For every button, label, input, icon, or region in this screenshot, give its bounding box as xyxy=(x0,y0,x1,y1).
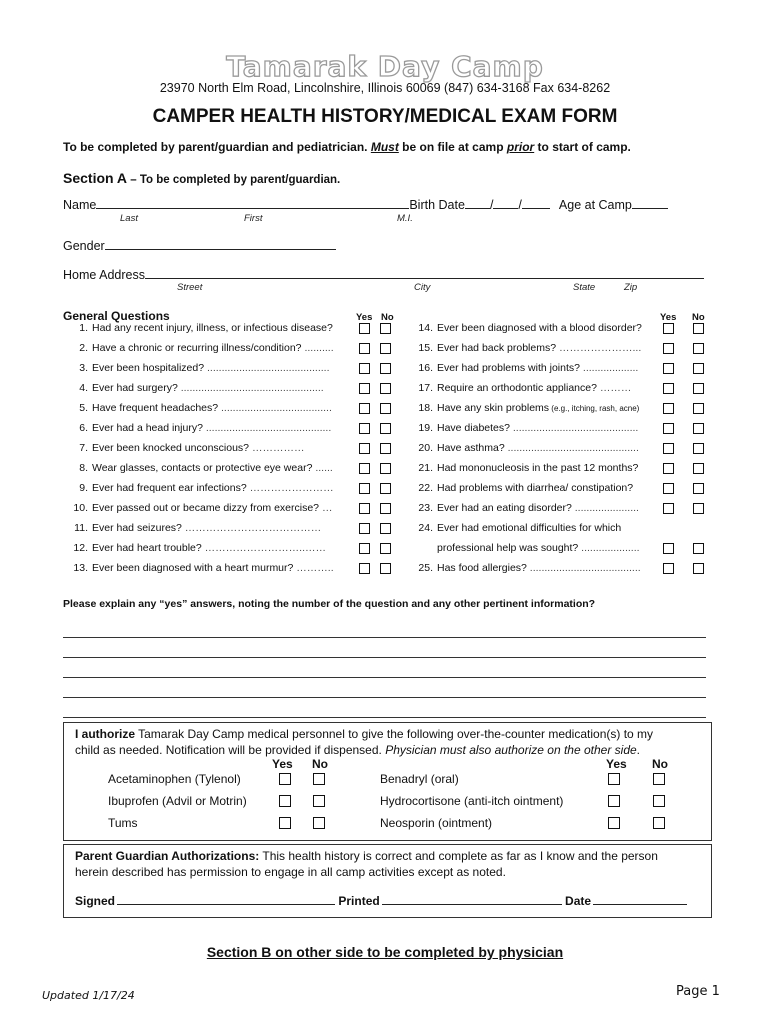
medication-yes-checkbox[interactable] xyxy=(279,795,291,807)
medication-yes-checkbox[interactable] xyxy=(279,817,291,829)
question-row xyxy=(63,382,324,394)
section-a-title: Section A xyxy=(63,170,128,186)
home-address-label: Home Address xyxy=(63,268,145,282)
question-number: 13. xyxy=(73,562,88,574)
question-text: Ever been knocked unconscious? xyxy=(92,442,250,454)
question-dots: .......... xyxy=(301,342,334,354)
question-dots: … xyxy=(319,502,333,514)
question-dots: ........................................... xyxy=(202,422,332,434)
instr-prior: prior xyxy=(506,140,535,154)
form-instructions xyxy=(63,140,631,154)
parent-text-1: This health history is correct and complete as far as I know and the person xyxy=(259,849,658,863)
question-number: 24. xyxy=(418,522,433,534)
question-number: 18. xyxy=(418,402,433,414)
question-text: Ever had back problems? xyxy=(437,342,557,354)
question-no-checkbox[interactable] xyxy=(380,343,391,354)
question-number: 12. xyxy=(73,542,88,554)
question-row xyxy=(411,462,638,474)
question-text: Ever had frequent ear infections? xyxy=(92,482,247,494)
age-label: Age at Camp xyxy=(558,198,632,212)
date-label: Date xyxy=(565,894,592,908)
zip-sublabel: Zip xyxy=(624,282,638,293)
medication-yes-checkbox[interactable] xyxy=(608,817,620,829)
birth-sep-1: / xyxy=(489,198,494,212)
camp-address: 23970 North Elm Road, Lincolnshire, Illinois 60069 (847) 634-3168 Fax 634-8262 xyxy=(159,81,611,95)
instr-text-3: to start of camp. xyxy=(534,140,631,154)
question-yes-checkbox[interactable] xyxy=(359,443,370,454)
medication-label: Benadryl (oral) xyxy=(380,772,459,786)
explain-line-5[interactable] xyxy=(63,717,706,718)
name-label: Name xyxy=(63,198,97,212)
birth-date-label: Birth Date xyxy=(409,198,465,212)
parent-bold: Parent Guardian Authorizations: xyxy=(75,849,260,863)
medication-authorization-text xyxy=(75,726,705,758)
birth-month-field[interactable] xyxy=(465,197,490,209)
question-number: 22. xyxy=(418,482,433,494)
question-number: 25. xyxy=(418,562,433,574)
question-row xyxy=(63,522,321,534)
question-row xyxy=(411,362,638,374)
authorize-period: . xyxy=(636,743,641,757)
question-number: 15. xyxy=(418,342,433,354)
mi-sublabel: M.I. xyxy=(397,213,413,224)
age-field[interactable] xyxy=(632,197,668,209)
address-row xyxy=(63,267,704,282)
question-text: Have asthma? xyxy=(437,442,505,454)
question-yes-checkbox[interactable] xyxy=(359,483,370,494)
question-no-checkbox[interactable] xyxy=(693,383,704,394)
birth-sep-2: / xyxy=(518,198,522,212)
question-no-checkbox[interactable] xyxy=(380,383,391,394)
question-row xyxy=(63,322,333,334)
question-dots: …………… xyxy=(249,442,305,454)
med-left-no-header: No xyxy=(312,757,328,771)
left-no-header: No xyxy=(381,312,394,323)
parent-authorization-text xyxy=(75,848,705,880)
med-right-yes-header: Yes xyxy=(606,757,627,771)
question-yes-checkbox[interactable] xyxy=(663,463,674,474)
question-no-checkbox[interactable] xyxy=(693,463,704,474)
medication-label: Acetaminophen (Tylenol) xyxy=(108,772,241,786)
question-row xyxy=(63,482,334,494)
question-text: Ever had seizures? xyxy=(92,522,182,534)
question-number: 5. xyxy=(79,402,88,414)
question-no-checkbox[interactable] xyxy=(693,443,704,454)
question-number: 16. xyxy=(418,362,433,374)
question-yes-checkbox[interactable] xyxy=(663,323,674,334)
question-dots: ………………………..…… xyxy=(201,542,327,554)
question-no-checkbox[interactable] xyxy=(380,503,391,514)
question-no-checkbox[interactable] xyxy=(380,443,391,454)
date-field[interactable] xyxy=(593,893,687,905)
medication-no-checkbox[interactable] xyxy=(313,795,325,807)
medication-no-checkbox[interactable] xyxy=(313,773,325,785)
authorize-italic: Physician must also authorize on the other side xyxy=(385,743,637,757)
street-sublabel: Street xyxy=(177,282,203,293)
gender-field[interactable] xyxy=(105,238,336,250)
question-dots: ……… xyxy=(596,382,632,394)
question-number: 9. xyxy=(79,482,88,494)
question-no-checkbox[interactable] xyxy=(693,543,704,554)
question-yes-checkbox[interactable] xyxy=(359,463,370,474)
question-text: Had mononucleosis in the past 12 months? xyxy=(437,462,639,474)
question-no-checkbox[interactable] xyxy=(380,403,391,414)
question-dots: ................... xyxy=(580,362,639,374)
question-number: 14. xyxy=(418,322,433,334)
question-no-checkbox[interactable] xyxy=(693,423,704,434)
question-row xyxy=(411,402,639,414)
section-a-heading xyxy=(63,170,340,186)
updated-date: Updated 1/17/24 xyxy=(42,989,135,1002)
question-no-checkbox[interactable] xyxy=(380,523,391,534)
question-number: 6. xyxy=(79,422,88,434)
signed-label: Signed xyxy=(75,894,116,908)
question-text: professional help was sought? xyxy=(437,542,579,554)
question-text: Had any recent injury, illness, or infectious disease? xyxy=(92,322,333,334)
question-text: Require an orthodontic appliance? xyxy=(437,382,597,394)
question-row xyxy=(63,442,304,454)
name-field[interactable] xyxy=(96,197,409,209)
printed-field[interactable] xyxy=(382,893,562,905)
question-no-checkbox[interactable] xyxy=(693,563,704,574)
question-text: Wear glasses, contacts or protective eye wear? xyxy=(92,462,313,474)
question-dots: .................... xyxy=(578,542,640,554)
question-text: Ever passed out or became dizzy from exercise? xyxy=(92,502,320,514)
question-row xyxy=(63,462,333,474)
question-text: Ever been hospitalized? xyxy=(92,362,205,374)
question-yes-checkbox[interactable] xyxy=(663,483,674,494)
question-row xyxy=(411,482,633,494)
med-left-yes-header: Yes xyxy=(272,757,293,771)
question-dots: ………………………………… xyxy=(181,522,322,534)
question-number: 10. xyxy=(73,502,88,514)
question-text: Ever had surgery? xyxy=(92,382,178,394)
medication-no-checkbox[interactable] xyxy=(653,817,665,829)
question-text: Ever been diagnosed with a blood disorder? xyxy=(437,322,642,334)
question-text: Ever had problems with joints? xyxy=(437,362,580,374)
question-no-checkbox[interactable] xyxy=(380,463,391,474)
question-dots: ................................................. xyxy=(177,382,324,394)
signed-field[interactable] xyxy=(117,893,335,905)
medication-no-checkbox[interactable] xyxy=(313,817,325,829)
signature-row xyxy=(75,893,687,908)
medication-yes-checkbox[interactable] xyxy=(608,773,620,785)
question-dots: …………………... xyxy=(556,342,642,354)
home-address-field[interactable] xyxy=(145,267,704,279)
question-number: 20. xyxy=(418,442,433,454)
birth-day-field[interactable] xyxy=(493,197,518,209)
question-text: Have diabetes? xyxy=(437,422,510,434)
question-text: Has food allergies? xyxy=(437,562,527,574)
question-no-checkbox[interactable] xyxy=(380,483,391,494)
question-yes-checkbox[interactable] xyxy=(359,403,370,414)
question-no-checkbox[interactable] xyxy=(693,363,704,374)
question-yes-checkbox[interactable] xyxy=(359,563,370,574)
page-number: Page 1 xyxy=(676,984,720,999)
medication-no-checkbox[interactable] xyxy=(653,795,665,807)
explain-line-1[interactable] xyxy=(63,637,706,638)
question-yes-checkbox[interactable] xyxy=(359,503,370,514)
question-yes-checkbox[interactable] xyxy=(663,503,674,514)
question-row xyxy=(411,382,631,394)
question-yes-checkbox[interactable] xyxy=(663,423,674,434)
authorize-text-1: Tamarak Day Camp medical personnel to give the following over-the-counter medication(s) to my xyxy=(135,727,654,741)
question-dots: ...................... xyxy=(571,502,639,514)
state-sublabel: State xyxy=(573,282,596,293)
question-dots: ............................................. xyxy=(504,442,639,454)
question-row xyxy=(411,502,639,514)
medication-label: Neosporin (ointment) xyxy=(380,816,493,830)
question-row xyxy=(411,322,642,334)
question-text: Have a chronic or recurring illness/condition? xyxy=(92,342,302,354)
question-no-checkbox[interactable] xyxy=(693,323,704,334)
question-example: (e.g., itching, rash, acne) xyxy=(549,404,640,413)
form-title: CAMPER HEALTH HISTORY/MEDICAL EXAM FORM xyxy=(152,106,618,127)
question-yes-checkbox[interactable] xyxy=(663,383,674,394)
explain-line-2[interactable] xyxy=(63,657,706,658)
gender-row xyxy=(63,238,336,253)
question-text: Ever had heart trouble? xyxy=(92,542,202,554)
question-dots: ...................................... xyxy=(526,562,641,574)
instr-must: Must xyxy=(370,140,399,154)
first-sublabel: First xyxy=(244,213,263,224)
question-number: 8. xyxy=(79,462,88,474)
question-no-checkbox[interactable] xyxy=(380,563,391,574)
question-row xyxy=(411,522,621,534)
left-yes-header: Yes xyxy=(356,312,373,323)
question-yes-checkbox[interactable] xyxy=(359,383,370,394)
question-dots: ........................................... xyxy=(509,422,639,434)
medication-label: Tums xyxy=(108,816,138,830)
authorize-text-2: child as needed. Notification will be provided if dispensed. xyxy=(75,743,386,757)
question-dots: ...... xyxy=(312,462,333,474)
question-number: 4. xyxy=(79,382,88,394)
question-yes-checkbox[interactable] xyxy=(359,423,370,434)
question-row xyxy=(63,422,331,434)
question-number: 19. xyxy=(418,422,433,434)
section-b-note: Section B on other side to be completed by physician xyxy=(206,944,564,960)
question-number: 2. xyxy=(79,342,88,354)
medication-label: Ibuprofen (Advil or Motrin) xyxy=(108,794,247,808)
question-row xyxy=(63,502,332,514)
question-row xyxy=(63,362,330,374)
authorize-bold: I authorize xyxy=(75,727,136,741)
instr-text-2: be on file at camp xyxy=(398,140,507,154)
name-row xyxy=(63,197,668,212)
question-no-checkbox[interactable] xyxy=(693,483,704,494)
question-yes-checkbox[interactable] xyxy=(359,363,370,374)
question-text: Ever had a head injury? xyxy=(92,422,203,434)
question-number: 1. xyxy=(79,322,88,334)
right-yes-header: Yes xyxy=(660,312,677,323)
question-number: 7. xyxy=(79,442,88,454)
question-no-checkbox[interactable] xyxy=(693,343,704,354)
question-text: Ever had an eating disorder? xyxy=(437,502,572,514)
section-a-subtitle: – To be completed by parent/guardian. xyxy=(127,174,341,186)
question-yes-checkbox[interactable] xyxy=(663,343,674,354)
question-text: Have any skin problems xyxy=(437,402,550,414)
question-row xyxy=(411,422,638,434)
question-yes-checkbox[interactable] xyxy=(663,563,674,574)
question-yes-checkbox[interactable] xyxy=(663,403,674,414)
question-dots: ……….. xyxy=(293,562,334,574)
question-number: 3. xyxy=(79,362,88,374)
question-yes-checkbox[interactable] xyxy=(663,443,674,454)
question-no-checkbox[interactable] xyxy=(693,403,704,414)
question-no-checkbox[interactable] xyxy=(380,323,391,334)
question-number: 11. xyxy=(74,522,88,534)
question-row xyxy=(63,562,334,574)
question-number: 23. xyxy=(418,502,433,514)
question-dots: .......................................... xyxy=(204,362,330,374)
question-no-checkbox[interactable] xyxy=(380,363,391,374)
right-no-header: No xyxy=(692,312,705,323)
printed-label: Printed xyxy=(338,894,380,908)
med-right-no-header: No xyxy=(652,757,668,771)
parent-text-2: herein described has permission to engage in all camp activities except as noted. xyxy=(75,865,506,879)
medication-yes-checkbox[interactable] xyxy=(608,795,620,807)
question-dots: …………………… xyxy=(246,482,334,494)
explain-prompt: Please explain any “yes” answers, noting the number of the question and any other pertinent information? xyxy=(63,598,596,610)
question-number: 21. xyxy=(418,462,433,474)
last-sublabel: Last xyxy=(120,213,138,224)
medication-label: Hydrocortisone (anti-itch ointment) xyxy=(380,794,564,808)
question-text: Had problems with diarrhea/ constipation? xyxy=(437,482,634,494)
explain-line-4[interactable] xyxy=(63,697,706,698)
question-text: Ever had emotional difficulties for which xyxy=(437,522,622,534)
city-sublabel: City xyxy=(414,282,431,293)
medication-yes-checkbox[interactable] xyxy=(279,773,291,785)
question-yes-checkbox[interactable] xyxy=(359,543,370,554)
question-row xyxy=(63,342,334,354)
question-row xyxy=(63,542,326,554)
question-row xyxy=(411,342,641,354)
question-text: Have frequent headaches? xyxy=(92,402,219,414)
camp-name-logo: Tamarak Day Camp xyxy=(226,50,544,83)
question-no-checkbox[interactable] xyxy=(693,503,704,514)
question-row xyxy=(411,562,641,574)
question-row xyxy=(411,542,640,554)
question-row xyxy=(63,402,332,414)
question-yes-checkbox[interactable] xyxy=(359,523,370,534)
question-no-checkbox[interactable] xyxy=(380,423,391,434)
question-dots: ...................................... xyxy=(218,402,332,414)
question-text: Ever been diagnosed with a heart murmur? xyxy=(92,562,294,574)
question-row xyxy=(411,442,639,454)
gender-label: Gender xyxy=(63,239,105,253)
explain-line-3[interactable] xyxy=(63,677,706,678)
question-yes-checkbox[interactable] xyxy=(359,323,370,334)
general-questions-title: General Questions xyxy=(63,309,170,323)
question-number: 17. xyxy=(418,382,433,394)
question-yes-checkbox[interactable] xyxy=(663,543,674,554)
question-yes-checkbox[interactable] xyxy=(359,343,370,354)
question-no-checkbox[interactable] xyxy=(380,543,391,554)
question-yes-checkbox[interactable] xyxy=(663,363,674,374)
instr-text-1: To be completed by parent/guardian and pediatrician. xyxy=(63,140,371,154)
medication-no-checkbox[interactable] xyxy=(653,773,665,785)
birth-year-field[interactable] xyxy=(522,197,550,209)
